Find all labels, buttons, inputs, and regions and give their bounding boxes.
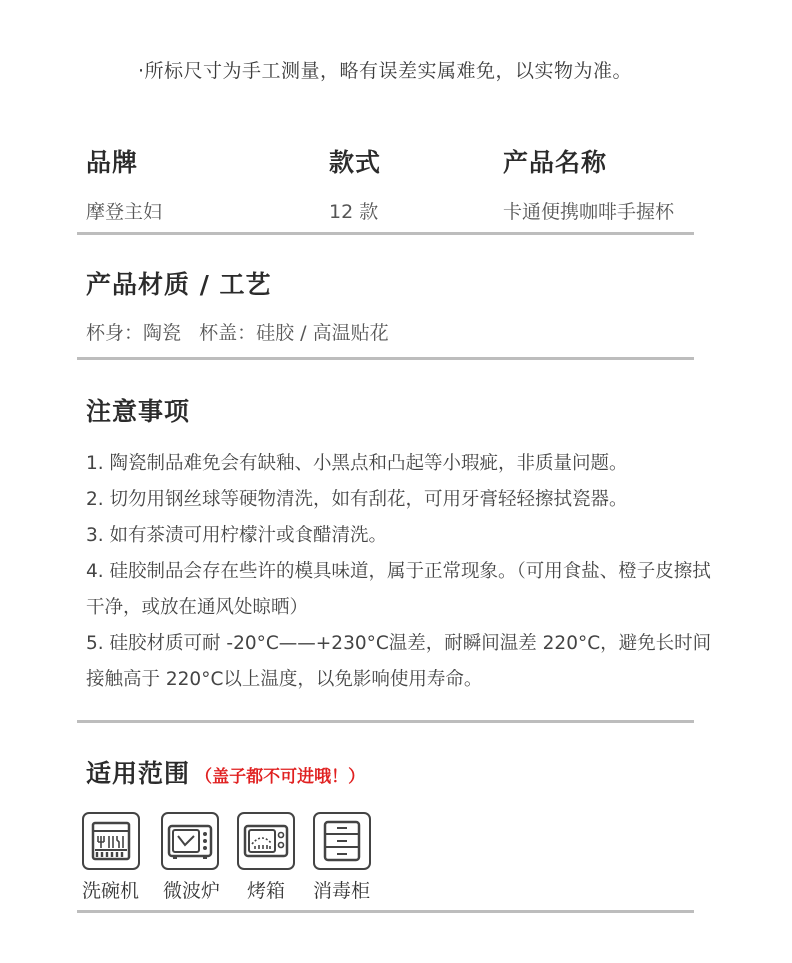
divider (77, 232, 694, 235)
lid-warning: （盖子都不可进哦！） (195, 767, 366, 787)
dishwasher-label: 洗碗机 (82, 880, 140, 902)
list-item: 4. 硅胶制品会存在些许的模具味道，属于正常现象。（可用食盐、橙子皮擦拭干净，或放在通风处晾晒） (86, 561, 711, 618)
usage-title: 适用范围 (86, 759, 191, 788)
brand-label: 品牌 (86, 148, 139, 177)
oven-label: 烤箱 (247, 880, 286, 902)
brand-value: 摩登主妇 (86, 201, 163, 223)
microwave-label: 微波炉 (163, 880, 221, 902)
notes-list (86, 446, 726, 698)
dishwasher-icon (82, 812, 140, 870)
sterilizer-cabinet-icon (313, 812, 371, 870)
material-value: 杯身：陶瓷 杯盖：硅胶 / 高温贴花 (86, 322, 389, 344)
usage-heading (86, 754, 365, 790)
divider (77, 357, 694, 360)
divider (77, 720, 694, 723)
style-value: 12 款 (329, 201, 379, 223)
product-name-label: 产品名称 (503, 148, 608, 177)
measurement-notice: ·所标尺寸为手工测量，略有误差实属难免，以实物为准。 (138, 60, 633, 82)
microwave-icon (161, 812, 219, 870)
notes-title: 注意事项 (86, 397, 191, 426)
sterilizer-cabinet-label: 消毒柜 (313, 880, 371, 902)
list-item: 5. 硅胶材质可耐 -20°C——+230°C温差，耐瞬间温差 220°C，避免长时间接触高于 220°C以上温度，以免影响使用寿命。 (86, 633, 712, 690)
oven-icon (237, 812, 295, 870)
material-title: 产品材质 / 工艺 (86, 270, 272, 299)
divider (77, 910, 694, 913)
product-name-value: 卡通便携咖啡手握杯 (503, 201, 675, 223)
list-item: 2. 切勿用钢丝球等硬物清洗，如有刮花，可用牙膏轻轻擦拭瓷器。 (86, 489, 628, 510)
style-label: 款式 (329, 148, 382, 177)
list-item: 3. 如有茶渍可用柠檬汁或食醋清洗。 (86, 525, 388, 546)
list-item: 1. 陶瓷制品难免会有缺釉、小黑点和凸起等小瑕疵，非质量问题。 (86, 453, 628, 474)
